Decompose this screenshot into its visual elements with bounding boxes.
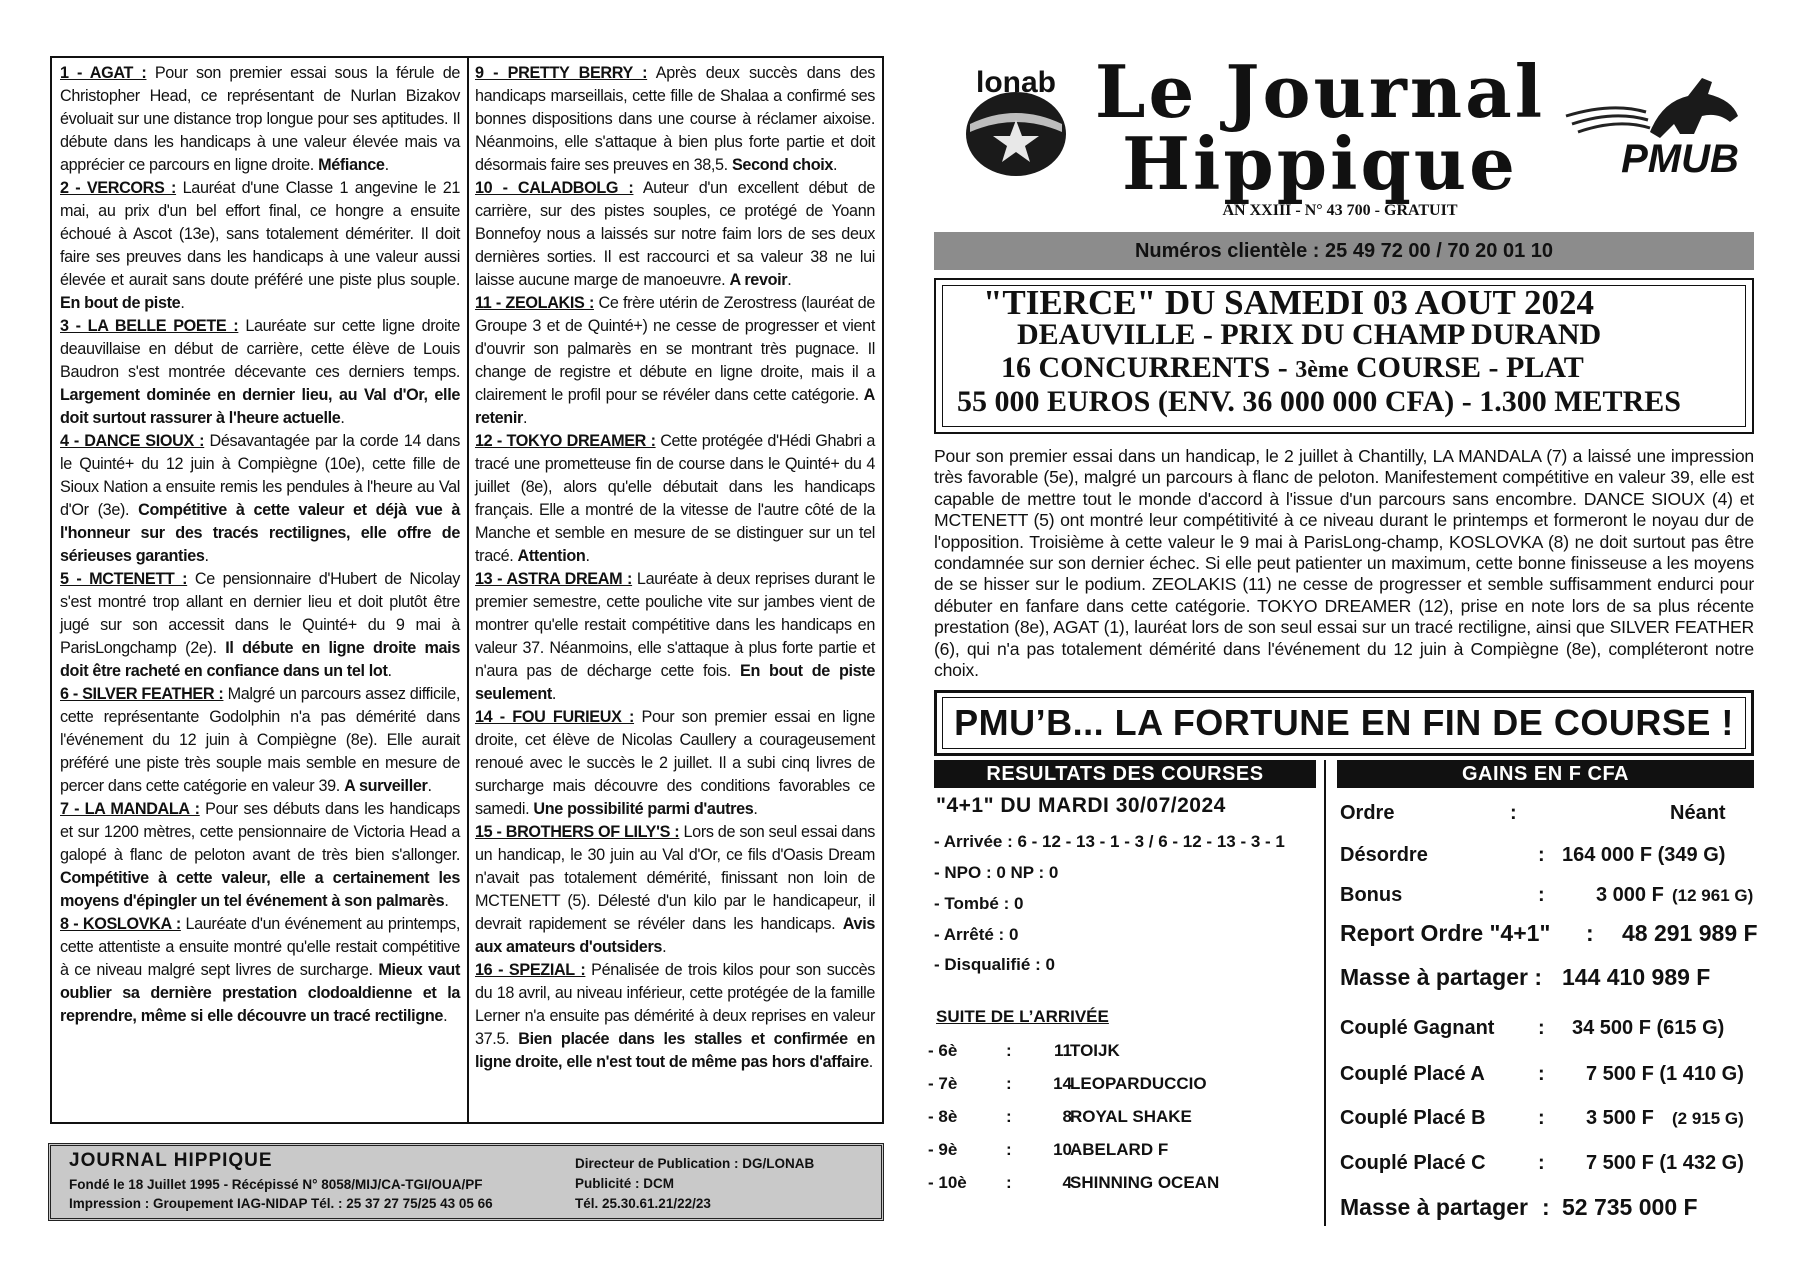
horse-comment-end: . <box>551 685 557 703</box>
suite-row: - 8è : 8 ROYAL SHAKE <box>928 1107 1192 1126</box>
edition-line: AN XXIII - N° 43 700 - GRATUIT <box>1222 202 1458 219</box>
results-npo: - NPO : 0 NP : 0 <box>934 863 1059 882</box>
horse-comment <box>60 62 460 177</box>
race-title: "TIERCE" DU SAMEDI 03 AOUT 2024 <box>983 283 1594 322</box>
horse-comment-text: Ce pensionnaire d'Hubert de Nicolay s'est montré trop allant en dernier lieu et doit plutôt être jugé sur son accessit dans le Quinté+ du 9 mai à ParisLongchamp (2e). <box>60 570 460 657</box>
horse-comment <box>475 292 875 430</box>
suite-row: - 6è : 11 TOIJK <box>928 1041 1120 1060</box>
horse-comment-text: Pénalisée de trois kilos pour son succès du 18 avril, au niveau inférieur, cette protégée de la famille Lerner n'a ensuite pas démérité à deux reprises en valeur 37.5. <box>475 961 875 1048</box>
horse-comment-text: Lauréat d'une Classe 1 angevine le 21 mai, au prix d'un bel effort final, ce hongre a ensuite échoué à Ascot (13e), sans totalement démériter. Il doit faire ses preuves dans les handicaps à une valeur aussi élevée et aurait sans doute préféré une piste plus souple. <box>60 179 461 289</box>
horse-name: 12 - TOKYO DREAMER : <box>475 432 656 450</box>
publication-footer <box>48 1143 884 1221</box>
client-numbers-bar: Numéros clientèle : 25 49 72 00 / 70 20 01 10 <box>934 232 1754 270</box>
horse-verdict: A surveiller <box>344 777 428 795</box>
horse-comment-text: Lauréate à deux reprises durant le premier semestre, cette pouliche vite sur jambes vient de montrer qu'elle restait compétitive dans les handicaps en valeur 37. Néanmoins, elle s'attaque à plus forte partie et n'aura pas de décharge cette fois. <box>475 570 875 680</box>
slogan: PMU’B... LA FORTUNE EN FIN DE COURSE ! <box>942 697 1746 749</box>
results-tombe: - Tombé : 0 <box>934 894 1024 913</box>
jumping-horse-icon <box>1650 78 1738 138</box>
results-header: RESULTATS DES COURSES <box>934 760 1316 788</box>
horse-comment <box>475 568 875 706</box>
horse-comment-end: . <box>585 547 590 565</box>
horse-comment-end: . <box>180 294 185 312</box>
footer-title: JOURNAL HIPPIQUE <box>69 1150 273 1171</box>
column-divider <box>467 56 469 1124</box>
horse-verdict: Méfiance <box>318 156 385 174</box>
footer-publicite: Publicité : DCM <box>575 1176 675 1191</box>
horse-comment-text: Cette protégée d'Hédi Ghabri a tracé une prometteuse fin de course dans le Quinté+ du 4 juillet (8e), alors qu'elle débutait dans les handicaps français. Elle a montré de la vitesse de l'autre côté de la Manche et semble en mesure de se distinguer sur un tel tracé. <box>475 432 875 565</box>
horse-comment-text: Malgré un parcours assez difficile, cette représentante Godolphin n'a pas démérité dans l'événement du 12 juin à Compiègne (8e). Elle aurait préféré une piste très souple mais semble en mesure de percer dans cette catégorie en valeur 39. <box>60 685 460 795</box>
suite-row: - 10è : 4 SHINNING OCEAN <box>928 1173 1220 1192</box>
horse-comment-text: Pour son premier essai sous la férule de Christopher Head, ce représentant de Nurlan Bizakov évoluait sur une distance trop longue pour ses aptitudes. Il débute dans les handicaps à une valeur élevée mais va apprécier ce parcours en ligne droite. <box>60 64 460 174</box>
horse-comment-end: . <box>384 156 389 174</box>
horse-comment-end: . <box>662 938 667 956</box>
horse-name: 1 - AGAT : <box>60 64 147 82</box>
horse-name: 15 - BROTHERS OF LILY'S : <box>475 823 680 841</box>
horse-name: 6 - SILVER FEATHER : <box>60 685 224 703</box>
horse-verdict: Attention <box>517 547 586 565</box>
gains-couple-place-b: Couplé Placé B : 3 500 F (2 915 G) <box>1340 1107 1744 1129</box>
horse-comment-end: . <box>753 800 758 818</box>
horse-verdict: En bout de piste <box>60 294 181 312</box>
suite-arrivee-title: SUITE DE L’ARRIVÉE <box>936 1007 1109 1026</box>
horse-comment-end: . <box>387 662 392 680</box>
horse-comment-text: Pour ses débuts dans les handicaps et sur 1200 mètres, cette pensionnaire de Victoria Head a galopé à flanc de peloton avant de très bien s'allonger. <box>60 800 460 864</box>
horse-comment <box>475 62 875 177</box>
horse-verdict: En bout de piste seulement <box>475 662 875 703</box>
horse-verdict: Mieux vaut oublier sa dernière prestation clodoaldienne et la reprendre, même si elle découvre un tracé rectiligne <box>60 961 460 1025</box>
horse-name: 14 - FOU FURIEUX : <box>475 708 635 726</box>
race-prize-distance: 55 000 EUROS (ENV. 36 000 000 CFA) - 1.300 METRES <box>957 385 1681 418</box>
horse-comments-column-2 <box>475 62 875 1074</box>
gains-couple-place-c: Couplé Placé C : 7 500 F (1 432 G) <box>1340 1152 1744 1174</box>
horse-comment <box>60 568 460 683</box>
results-disqualifie: - Disqualifié : 0 <box>934 955 1055 974</box>
results-arrivee: - Arrivée : 6 - 12 - 13 - 1 - 3 / 6 - 12 - 13 - 3 - 1 <box>934 832 1285 851</box>
horse-verdict: Une possibilité parmi d'autres <box>533 800 754 818</box>
footer-printing: Impression : Groupement IAG-NIDAP Tél. : 25 37 27 75/25 43 05 66 <box>69 1196 493 1211</box>
horse-comment <box>60 177 460 315</box>
horse-comment <box>60 315 460 430</box>
horse-comment-end: . <box>340 409 345 427</box>
horse-comment-end: . <box>443 1007 448 1025</box>
horse-comment <box>475 959 875 1074</box>
horse-name: 11 - ZEOLAKIS : <box>475 294 594 312</box>
horse-verdict: Compétitive à cette valeur, elle a certainement les moyens d'épingler un tel événement à son palmarès <box>60 869 460 910</box>
horse-comment <box>60 913 460 1028</box>
pmub-logo-text: PMUB <box>1621 137 1739 180</box>
footer-telephone: Tél. 25.30.61.21/22/23 <box>575 1196 711 1211</box>
horse-comment <box>475 706 875 821</box>
masthead-title-line-2: Hippique <box>1122 121 1518 206</box>
gains-ordre: Ordre : Néant <box>1340 802 1726 824</box>
results-race-date: "4+1" DU MARDI 30/07/2024 <box>936 794 1226 817</box>
footer-director: Directeur de Publication : DG/LONAB <box>575 1156 815 1171</box>
horse-comment <box>60 798 460 913</box>
results-divider <box>1324 760 1326 1226</box>
horse-comment-end: . <box>787 271 792 289</box>
gains-couple-gagnant: Couplé Gagnant : 34 500 F (615 G) <box>1340 1017 1725 1039</box>
horse-name: 2 - VERCORS : <box>60 179 177 197</box>
horse-name: 9 - PRETTY BERRY : <box>475 64 648 82</box>
horse-verdict: Avis aux amateurs d'outsiders <box>475 915 875 956</box>
lonab-logo-text: lonab <box>976 66 1056 99</box>
horse-comment-text: Pour son premier essai en ligne droite, cet élève de Nicolas Caullery a courageusement renoué avec le succès le 2 juillet. Il a subi cinq livres de surcharge mais découvre des conditions favorables ce samedi. <box>475 708 875 818</box>
horse-comment <box>60 430 460 568</box>
race-runners: 16 CONCURRENTS - 3ème COURSE - PLAT <box>1001 351 1584 384</box>
footer-founded: Fondé le 18 Juillet 1995 - Récépissé N° 8058/MIJ/CA-TGI/OUA/PF <box>69 1177 483 1192</box>
horse-comment-text: Lors de son seul essai dans un handicap, le 30 juin au Val d'Or, ce fils d'Oasis Dream n'avait pas totalement démérité, finissant non loin de MCTENETT (5). Délesté d'un kilo par le handicapeur, il devrait rapidement se révéler dans les handicaps. <box>475 823 875 933</box>
horse-verdict: Il débute en ligne droite mais doit être racheté en confiance dans un tel lot <box>60 639 460 680</box>
horse-verdict: Compétitive à cette valeur et déjà vue à l'honneur sur des tracés rectilignes, elle offre de sérieuses garanties <box>60 501 460 565</box>
horse-comment-text: Lauréate sur cette ligne droite deauvillaise en début de carrière, cette élève de Louis Baudron s'est montrée décevante ces derniers temps. <box>60 317 460 381</box>
horse-comment-end: . <box>868 1053 873 1071</box>
gains-desordre: Désordre : 164 000 F (349 G) <box>1340 844 1726 866</box>
gains-masse-a-partager-2: Masse à partager : 52 735 000 F <box>1340 1194 1698 1220</box>
horse-name: 16 - SPEZIAL : <box>475 961 586 979</box>
suite-row: - 7è : 14 LEOPARDUCCIO <box>928 1074 1207 1093</box>
gains-bonus: Bonus : 3 000 F (12 961 G) <box>1340 884 1754 906</box>
gains-header: GAINS EN F CFA <box>1337 760 1754 788</box>
pmub-logo <box>1562 72 1744 180</box>
horse-name: 4 - DANCE SIOUX : <box>60 432 205 450</box>
horse-verdict: Second choix <box>731 156 834 174</box>
pronostic-text: Pour son premier essai dans un handicap, le 2 juillet à Chantilly, LA MANDALA (7) a laissé une impression très favorable (5e), malgré un parcours à flanc de peloton. Manifestement compétitive en valeur 39, elle est capable de mettre tout le monde d'accord à l'issue d'un parcours sans encombre. DANCE SIOUX (4) et MCTENETT (5) ont montré leur compétitivité à ce niveau durant le printemps et formeront le noyau dur de l'opposition. Troisième à cette valeur le 9 mai à ParisLong-champ, KOSLOVKA (8) ne doit surtout pas être condamnée sur son dernier échec. Si elle peut patienter un maximum, cette bonne finisseuse a les moyens de se hisser sur le podium. ZEOLAKIS (11) ne cesse de progresser et semble suffisamment endurci pour débuter en fanfare dans cette catégorie. TOKYO DREAMER (12), prise en note lors de sa plus récente prestation (8e), AGAT (1), lauréat lors de son seul essai sur un tracé rectiligne, ainsi que SILVER FEATHER (6), qui n'a pas totalement démérité dans l'événement du 12 juin à Compiègne (8e), compléteront notre choix. <box>934 446 1754 681</box>
horse-comment-end: . <box>522 409 528 427</box>
masthead-title-line-1: Le Journal <box>1094 49 1546 134</box>
horse-comments-column-1 <box>60 62 460 1028</box>
horse-comment <box>475 177 875 292</box>
horse-verdict: Largement dominée en dernier lieu, au Val d'Or, elle doit surtout rassurer à l'heure actuelle <box>60 386 460 427</box>
horse-comment-end: . <box>833 156 838 174</box>
horse-comment-text: Après deux succès dans des handicaps marseillais, cette fille de Shalaa a confirmé ses bonnes dispositions dans une course à réclamer aixoise. Néanmoins, elle s'attaque à bien plus forte partie et doit désormais faire ses preuves en 38,5. <box>475 64 875 174</box>
horse-comment <box>60 683 460 798</box>
horse-verdict: Bien placée dans les stalles et confirmée en ligne droite, elle n'est tout de même pas hors d'affaire <box>475 1030 876 1071</box>
gains-report-ordre: Report Ordre "4+1" : 48 291 989 F <box>1340 920 1758 946</box>
horse-name: 5 - MCTENETT : <box>60 570 188 588</box>
horse-comment <box>475 821 875 959</box>
race-venue: DEAUVILLE - PRIX DU CHAMP DURAND <box>1017 318 1602 351</box>
results-arrete: - Arrêté : 0 <box>934 925 1019 944</box>
horse-comment-text: Désavantagée par la corde 14 dans le Quinté+ du 12 juin à Compiègne (10e), cette fille de Sioux Nation a ensuite remis les pendules à l'heure au Val d'Or (3e). <box>60 432 460 519</box>
horse-comment-text: Lauréate d'un événement au printemps, cette attentiste a ensuite montré qu'elle restait compétitive à ce niveau malgré sept livres de surcharge. <box>60 915 460 979</box>
horse-name: 7 - LA MANDALA : <box>60 800 200 818</box>
horse-comment-end: . <box>427 777 432 795</box>
horse-verdict: A revoir <box>729 271 788 289</box>
race-info-inner <box>942 285 1746 427</box>
suite-row: - 9è : 10 ABELARD F <box>928 1140 1169 1159</box>
horse-comment-end: . <box>444 892 449 910</box>
horse-comment-text: Auteur d'un excellent début de carrière, sur des pistes souples, ce protégé de Yoann Bonnefoy nous a laissés sur notre faim lors de ses deux dernières sorties. Il est raccourci et sa valeur 38 ne lui laisse aucune marge de manoeuvre. <box>475 179 875 289</box>
gains-couple-place-a: Couplé Placé A : 7 500 F (1 410 G) <box>1340 1063 1744 1085</box>
gains-masse-a-partager-1: Masse à partager : 144 410 989 F <box>1340 964 1711 990</box>
horse-comment <box>475 430 875 568</box>
lonab-logo <box>962 62 1070 180</box>
horse-verdict: A retenir <box>475 386 875 427</box>
horse-name: 13 - ASTRA DREAM : <box>475 570 633 588</box>
horse-comment-text: Ce frère utérin de Zerostress (lauréat de Groupe 3 et de Quinté+) ne cesse de progresser et vient d'ouvrir son palmarès en se montrant très pugnace. Il change de registre et débute en ligne droite, mais il a clairement le profil pour se révéler dans cette catégorie. <box>475 294 875 404</box>
horse-name: 8 - KOSLOVKA : <box>60 915 181 933</box>
horse-comment-end: . <box>204 547 209 565</box>
horse-name: 10 - CALADBOLG : <box>475 179 634 197</box>
horse-name: 3 - LA BELLE POETE : <box>60 317 239 335</box>
